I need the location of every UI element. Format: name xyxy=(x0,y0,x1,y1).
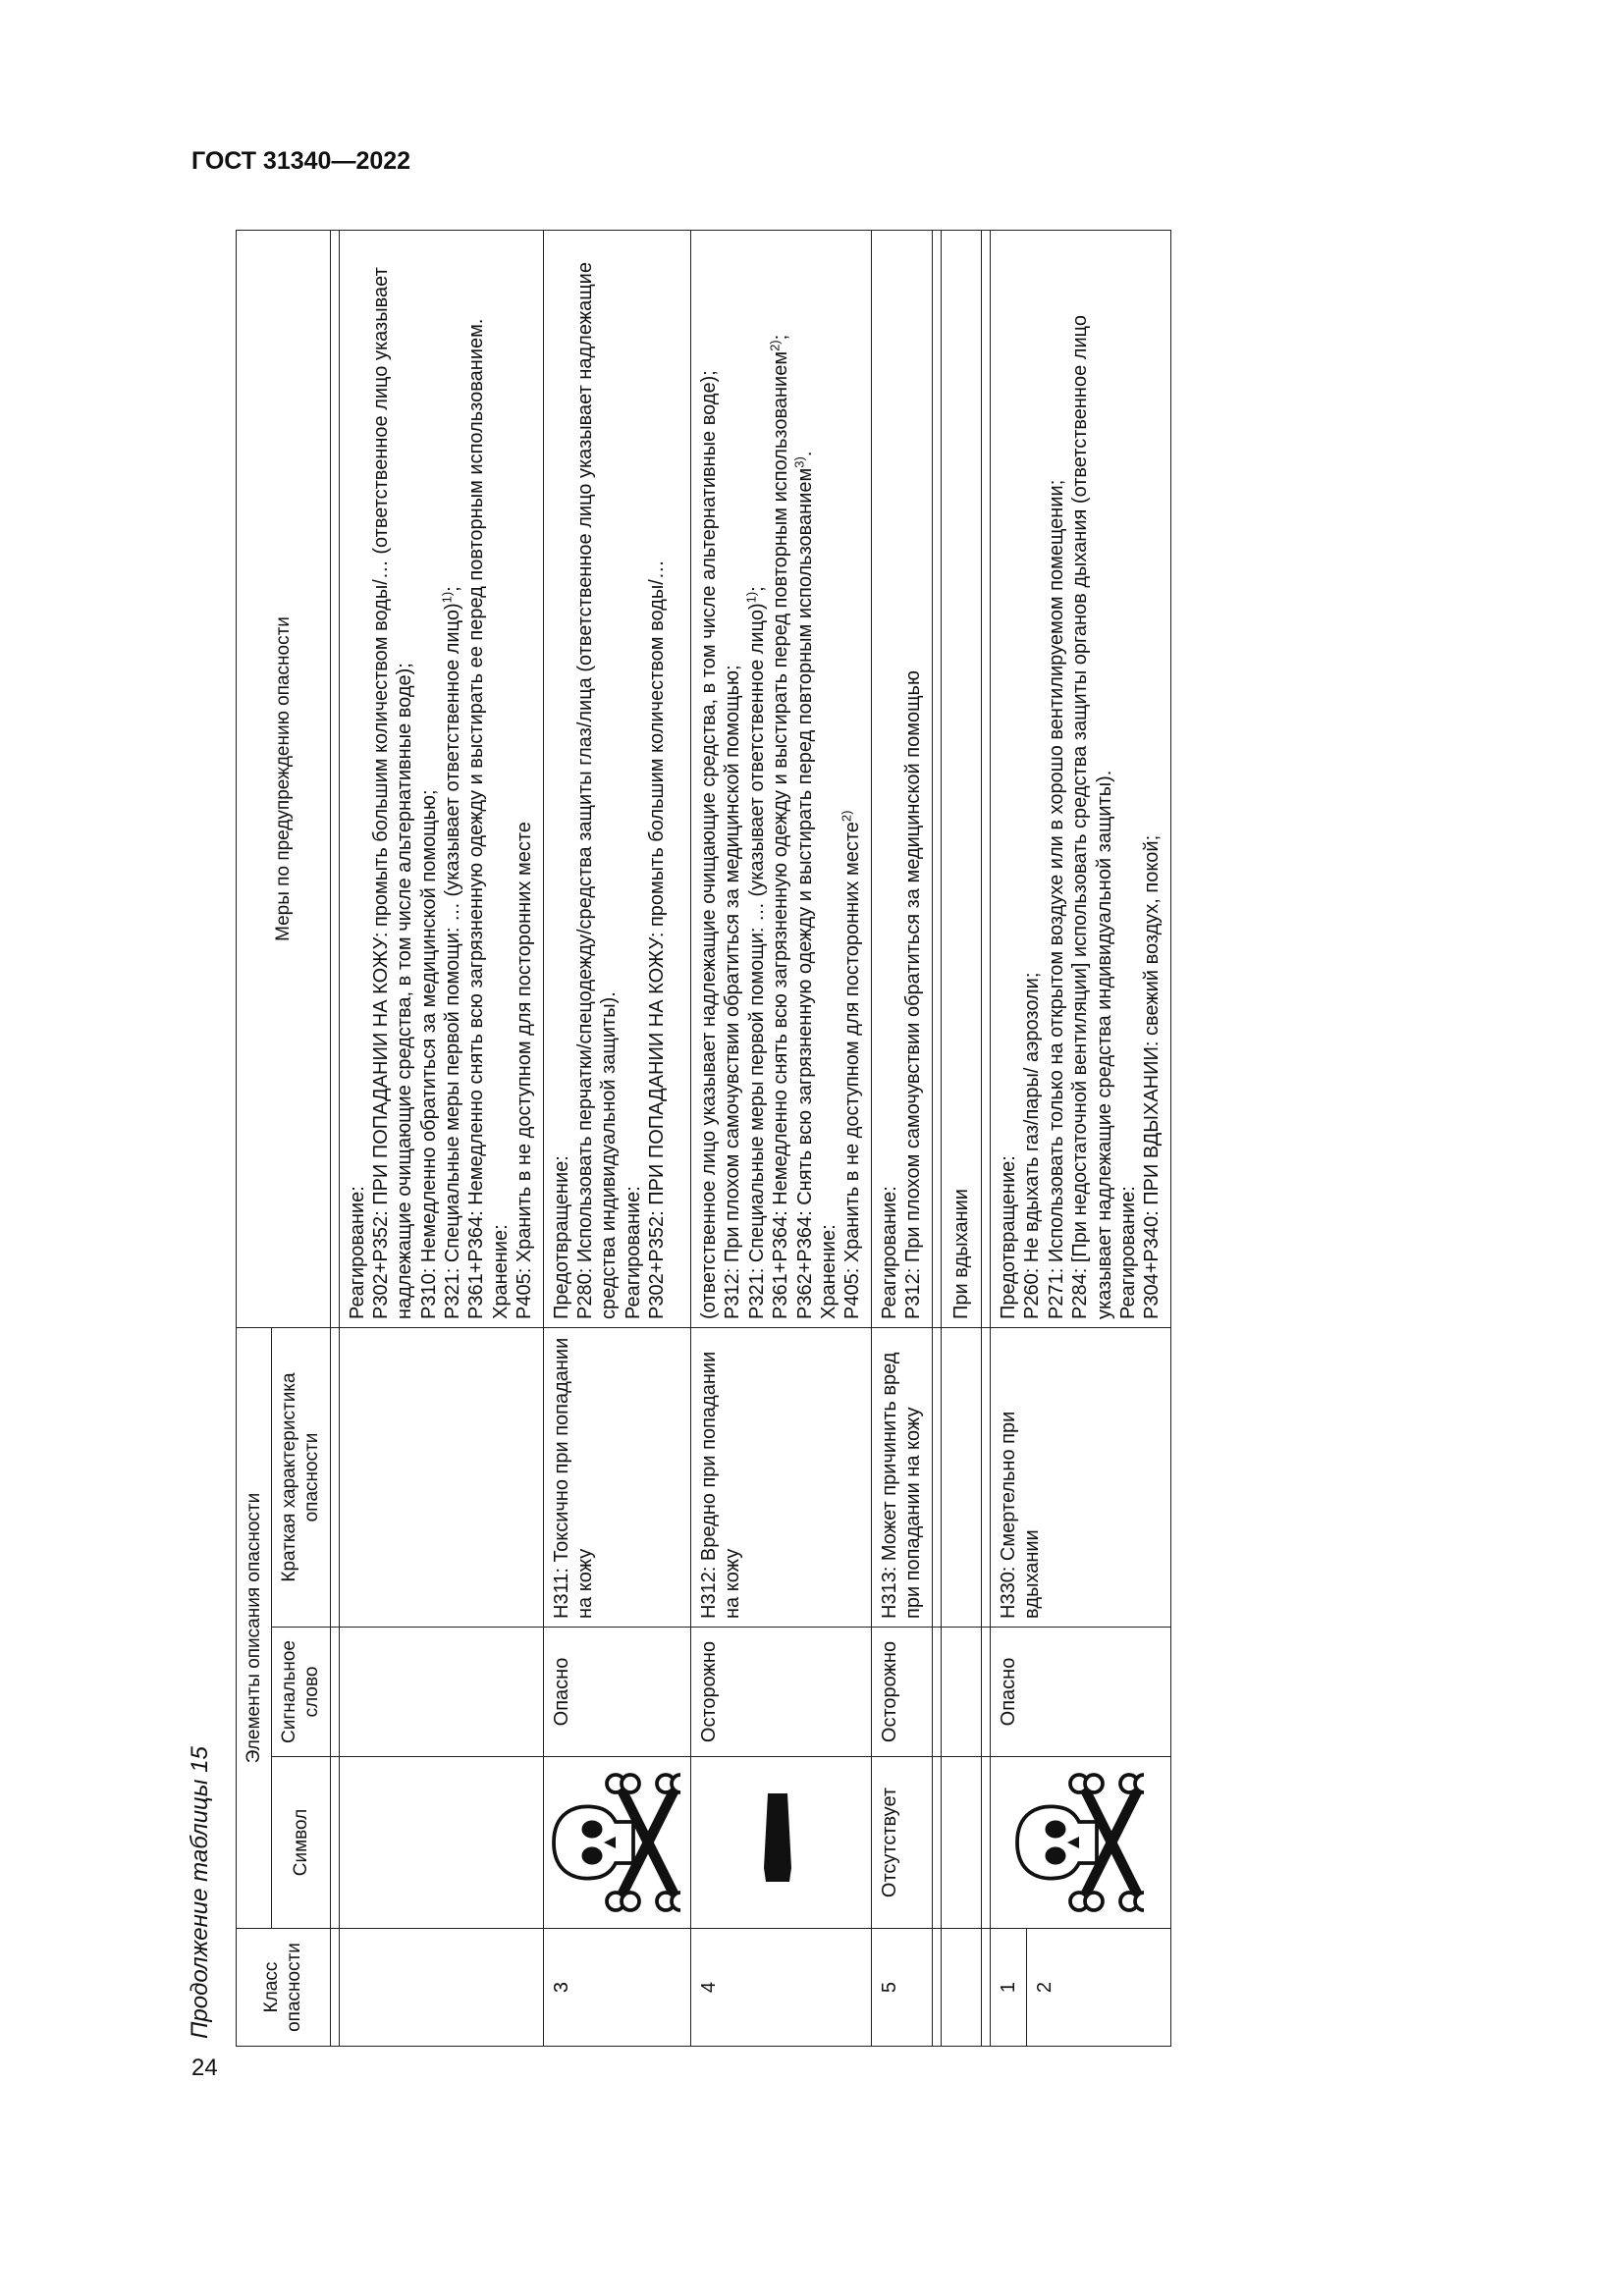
section-row xyxy=(941,231,981,2047)
signal-cell xyxy=(339,1628,543,1757)
signal-cell: Опасно xyxy=(543,1628,690,1757)
measure-line: P310: Немедленно обратиться за медицинской помощью; xyxy=(417,789,440,1319)
measure-line: P302+P352: ПРИ ПОПАДАНИИ НА КОЖУ: промыть большим количеством воды/… xyxy=(646,560,669,1319)
footnote-mark: 2) xyxy=(767,340,783,351)
footnote-mark: 1) xyxy=(439,591,455,604)
measure-line: Реагирование: xyxy=(1116,1186,1139,1319)
measure-line-with-footnote: P321: Специальные меры первой помощи: … (указывает ответственное лицо)$^{1)}$; xyxy=(743,586,768,1319)
signal-cell: Осторожно xyxy=(871,1628,932,1757)
measure-line: P405: Хранить в не доступном для посторонних месте xyxy=(514,822,536,1319)
header-class: Класс опасности xyxy=(237,1929,331,2047)
rotated-table-container xyxy=(236,231,1492,2047)
measure-line: (ответственное лицо указывает надлежащие очищающие средства, в том числе альтернативные воде); xyxy=(698,370,721,1319)
measure-line: P271: Использовать только на открытом воздухе или в хорошо вентилируемом помещении; xyxy=(1045,479,1067,1319)
spacer-row xyxy=(932,231,941,2047)
short-cell: H311: Токсично при попадании на кожу xyxy=(543,1328,690,1628)
footnote-mark: 2) xyxy=(839,810,854,823)
measure-line: Хранение: xyxy=(489,1224,512,1319)
header-elements: Элементы описания опасности xyxy=(237,1328,272,1929)
short-cell: H312: Вредно при попадании на кожу xyxy=(691,1328,872,1628)
measure-line: P312: При плохом самочувствии обратиться за медицинской помощью; xyxy=(722,665,744,1319)
class-cell: 5 xyxy=(871,1929,932,2047)
measure-line-with-footnote: P362+P364: Снять всю загрязненную одежду и выстирать перед повторным использованием$^{3)}$. xyxy=(790,451,816,1319)
measure-line-with-footnote: P405: Хранить в не доступном для посторонних месте$^{2)}$ xyxy=(839,810,864,1319)
short-cell xyxy=(339,1328,543,1628)
measure-line: P361+P364: Немедленно снять всю загрязненную одежду и выстирать ее перед повторным использованием. xyxy=(465,318,488,1319)
measure-line: Реагирование: xyxy=(346,1186,368,1319)
header-symbol: Символ xyxy=(272,1757,330,1929)
page-number: 24 xyxy=(191,2055,218,2081)
measures-cell xyxy=(990,231,1170,1328)
measure-line: P312: При плохом самочувствии обратиться за медицинской помощью xyxy=(902,670,925,1319)
exclamation-mark-icon xyxy=(691,1757,872,1929)
measure-line: Реагирование: xyxy=(622,1186,644,1319)
class-cell xyxy=(339,1929,543,2047)
class-1-label: 1 xyxy=(997,1981,1019,1994)
class-2-label: 2 xyxy=(1026,1929,1056,2046)
short-cell: H330: Смертельно при вдыхании xyxy=(990,1328,1170,1628)
short-cell: H313: Может причинить вред при попадании на кожу xyxy=(871,1328,932,1628)
spacer-row xyxy=(981,231,990,2047)
skull-crossbones-icon xyxy=(543,1757,690,1929)
class-cell xyxy=(990,1929,1170,2047)
header-measures: Меры по предупреждению опасности xyxy=(237,231,331,1328)
document-title: ГОСТ 31340—2022 xyxy=(191,147,411,175)
skull-crossbones-icon xyxy=(990,1757,1170,1929)
table-row xyxy=(871,231,932,2047)
table-row xyxy=(339,231,543,2047)
signal-cell: Опасно xyxy=(990,1628,1170,1757)
measure-line: P302+P352: ПРИ ПОПАДАНИИ НА КОЖУ: промыть большим количеством воды/… (ответственное лицо указывает надлежащие очищающие средства, в том числе альтернативные воде); xyxy=(369,267,416,1319)
measure-line: Реагирование: xyxy=(878,1186,900,1319)
measure-line: P260: Не вдыхать газ/пары/ аэрозоли; xyxy=(1021,972,1044,1319)
measures-cell xyxy=(691,231,872,1328)
class-cell: 4 xyxy=(691,1929,872,2047)
measure-line: Предотвращение: xyxy=(550,1155,572,1319)
table-caption: Продолжение таблицы 15 xyxy=(187,1746,213,2039)
measures-cell xyxy=(871,231,932,1328)
class-cell: 3 xyxy=(543,1929,690,2047)
measure-line-with-footnote: P361+P364: Немедленно снять всю загрязненную одежду и выстирать перед повторным использованием$^{2)}$; xyxy=(767,334,792,1319)
table-row xyxy=(543,231,690,2047)
measure-line: Хранение: xyxy=(817,1224,839,1319)
measure-line: P280: Использовать перчатки/спецодежду/средства защиты глаз/лица (ответственное лицо указывает надлежащие средства индивидуальной защиты). xyxy=(574,262,621,1319)
measure-line: P284: [При недостаточной вентиляции] использовать средства защиты органов дыхания (ответственное лицо указывает надлежащие средства индивидуальной защиты). xyxy=(1069,315,1115,1319)
section-title: При вдыхании xyxy=(941,231,981,1328)
measure-line-with-footnote: P321: Специальные меры первой помощи: … (указывает ответственное лицо)$^{1)}$; xyxy=(439,586,464,1319)
footnote-mark: 1) xyxy=(743,591,759,604)
measures-cell xyxy=(543,231,690,1328)
symbol-cell xyxy=(339,1757,543,1929)
header-signal: Сигнальное слово xyxy=(272,1628,330,1757)
spacer-row xyxy=(330,231,339,2047)
hazard-table xyxy=(236,230,1171,2047)
footnote-mark: 3) xyxy=(790,456,806,468)
measure-line: Предотвращение: xyxy=(997,1155,1019,1319)
table-row xyxy=(691,231,872,2047)
measures-cell xyxy=(339,231,543,1328)
header-short: Краткая характеристика опасности xyxy=(272,1328,330,1628)
symbol-cell: Отсутствует xyxy=(871,1757,932,1929)
signal-cell: Осторожно xyxy=(691,1628,872,1757)
table-row xyxy=(990,231,1170,2047)
measure-line: P304+P340: ПРИ ВДЫХАНИИ: свежий воздух, покой; xyxy=(1141,834,1164,1319)
